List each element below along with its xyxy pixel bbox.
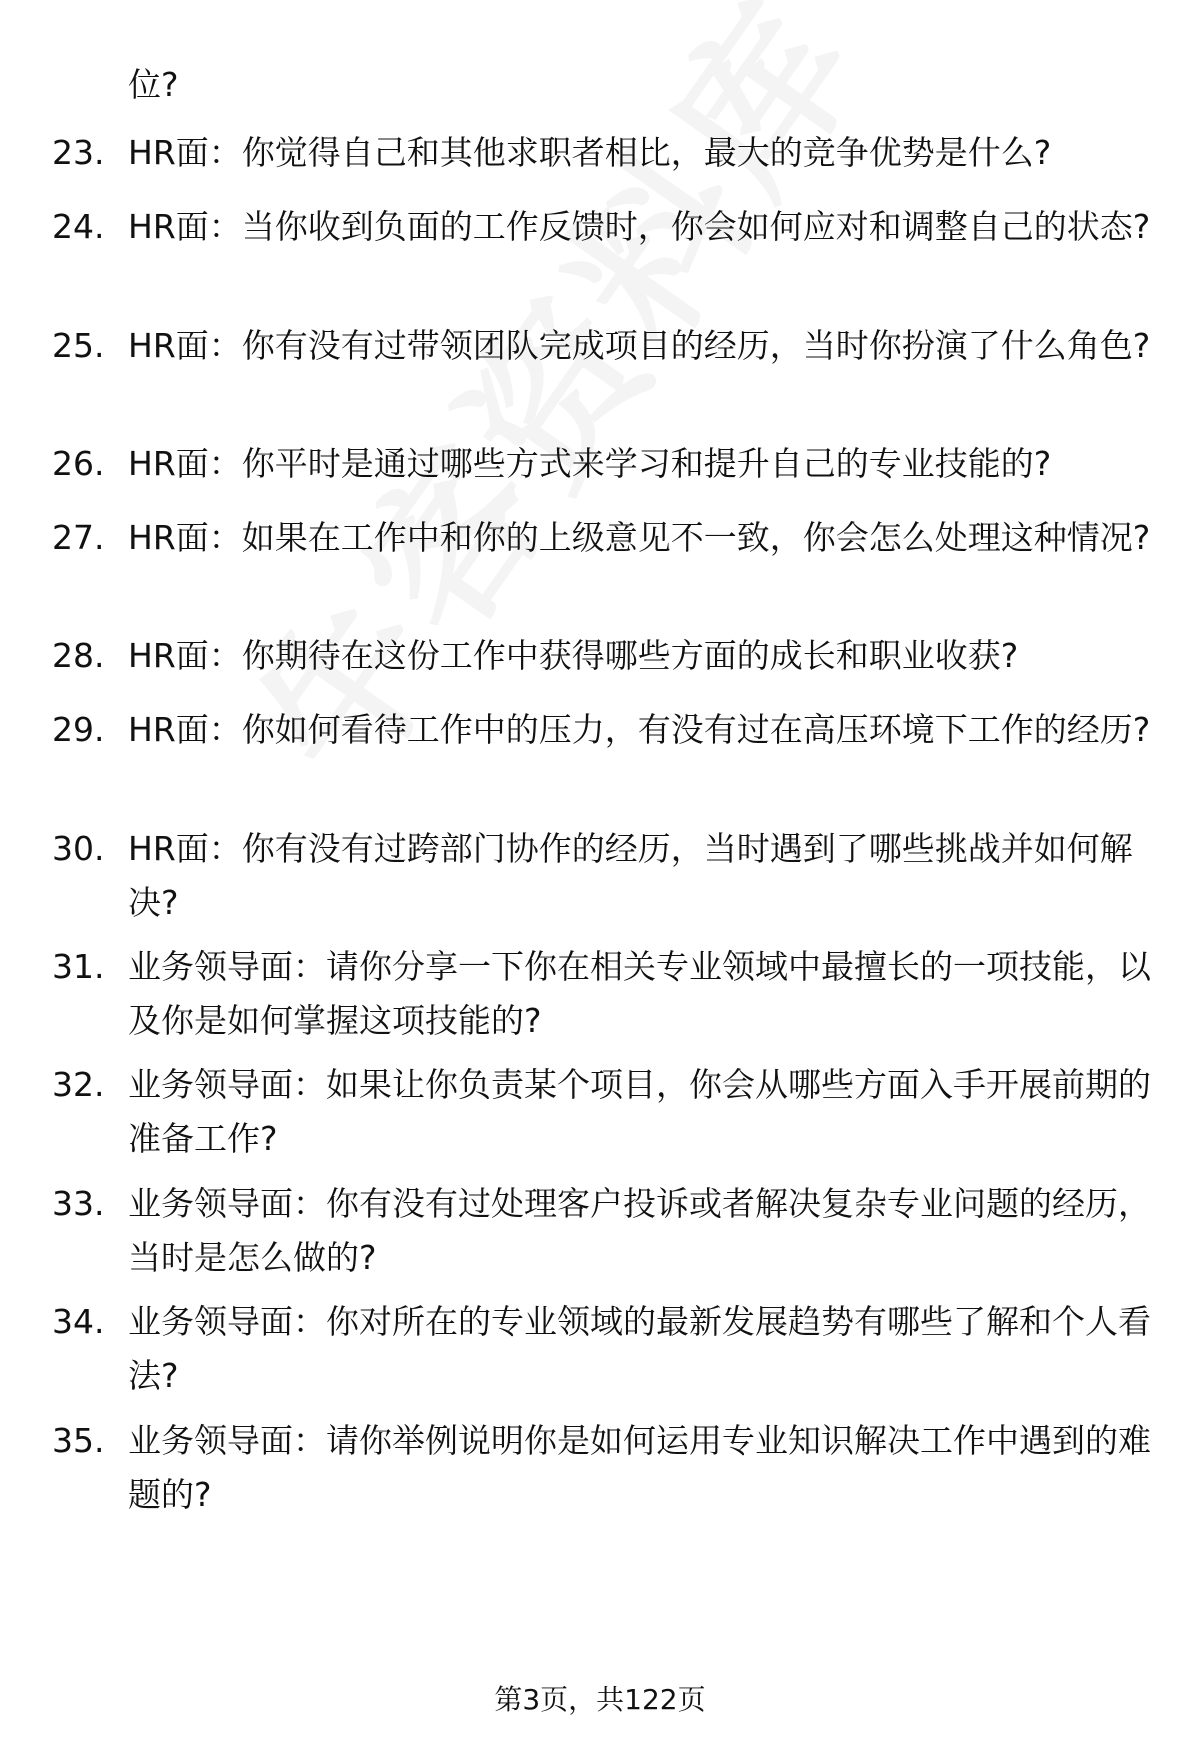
question-text: HR面：你有没有过带领团队完成项目的经历，当时你扮演了什么角色? [128,326,1151,365]
question-number: 29. [52,710,105,749]
question-number: 25. [52,326,105,365]
question-text: HR面：你平时是通过哪些方式来学习和提升自己的专业技能的? [128,444,1052,483]
question-text: HR面：你觉得自己和其他求职者相比，最大的竞争优势是什么? [128,133,1052,172]
question-text: 业务领导面：请你分享一下你在相关专业领域中最擅长的一项技能，以及你是如何掌握这项技能的? [128,947,1151,1040]
question-text: HR面：如果在工作中和你的上级意见不一致，你会怎么处理这种情况? [128,518,1151,557]
question-number: 24. [52,207,105,246]
question-number: 26. [52,444,105,483]
question-text: HR面：当你收到负面的工作反馈时，你会如何应对和调整自己的状态? [128,207,1151,246]
question-number: 35. [52,1421,105,1460]
question-number: 34. [52,1302,105,1341]
question-text: HR面：你期待在这份工作中获得哪些方面的成长和职业收获? [128,636,1019,675]
question-text: 业务领导面：你对所在的专业领域的最新发展趋势有哪些了解和个人看法? [128,1302,1151,1395]
question-text: 业务领导面：请你举例说明你是如何运用专业知识解决工作中遇到的难题的? [128,1421,1151,1514]
question-number: 32. [52,1065,105,1104]
question-number: 23. [52,133,105,172]
question-text: 业务领导面：如果让你负责某个项目，你会从哪些方面入手开展前期的准备工作? [128,1065,1151,1158]
question-text: HR面：你有没有过跨部门协作的经历，当时遇到了哪些挑战并如何解决? [128,829,1133,922]
question-number: 33. [52,1184,105,1223]
question-number: 28. [52,636,105,675]
question-number: 30. [52,829,105,868]
question-number: 31. [52,947,105,986]
question-text: 业务领导面：你有没有过处理客户投诉或者解决复杂专业问题的经历，当时是怎么做的? [128,1184,1151,1277]
continuation-text: 位? [128,65,179,104]
question-text: HR面：你如何看待工作中的压力，有没有过在高压环境下工作的经历? [128,710,1151,749]
page-number-footer: 第3页，共122页 [494,1683,706,1716]
question-number: 27. [52,518,105,557]
watermark [190,0,907,821]
